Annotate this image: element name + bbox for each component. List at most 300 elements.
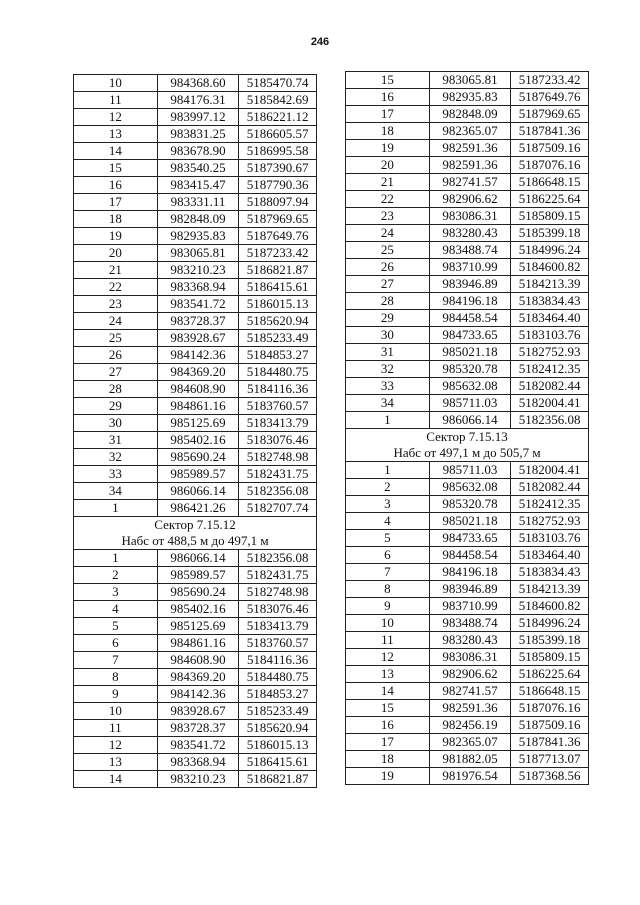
coordinate-row bbox=[346, 496, 589, 513]
point-number: 33 bbox=[346, 378, 430, 395]
coordinate-row bbox=[346, 378, 589, 395]
x-coordinate: 986066.14 bbox=[157, 483, 239, 500]
point-number: 5 bbox=[346, 530, 430, 547]
x-coordinate: 983997.12 bbox=[157, 109, 239, 126]
y-coordinate: 5186015.13 bbox=[239, 737, 317, 754]
point-number: 32 bbox=[74, 449, 158, 466]
sector-range-row bbox=[346, 445, 589, 462]
point-number: 33 bbox=[74, 466, 158, 483]
coordinate-row bbox=[74, 703, 317, 720]
x-coordinate: 983086.31 bbox=[429, 208, 511, 225]
x-coordinate: 985402.16 bbox=[157, 601, 239, 618]
coordinate-row bbox=[346, 649, 589, 666]
point-number: 10 bbox=[74, 75, 158, 92]
point-number: 16 bbox=[346, 717, 430, 734]
x-coordinate: 983280.43 bbox=[429, 632, 511, 649]
y-coordinate: 5186415.61 bbox=[239, 279, 317, 296]
point-number: 32 bbox=[346, 361, 430, 378]
sector-title: Сектор 7.15.12 bbox=[74, 517, 317, 534]
x-coordinate: 983415.47 bbox=[157, 177, 239, 194]
sector-title-row bbox=[346, 429, 589, 446]
coordinate-row bbox=[346, 106, 589, 123]
y-coordinate: 5183464.40 bbox=[511, 547, 589, 564]
x-coordinate: 983728.37 bbox=[157, 720, 239, 737]
y-coordinate: 5185470.74 bbox=[239, 75, 317, 92]
x-coordinate: 983368.94 bbox=[157, 279, 239, 296]
point-number: 18 bbox=[74, 211, 158, 228]
x-coordinate: 982591.36 bbox=[429, 700, 511, 717]
y-coordinate: 5187649.76 bbox=[239, 228, 317, 245]
x-coordinate: 982591.36 bbox=[429, 157, 511, 174]
coordinate-row bbox=[74, 771, 317, 788]
coordinate-row bbox=[74, 754, 317, 771]
y-coordinate: 5183103.76 bbox=[511, 327, 589, 344]
point-number: 19 bbox=[346, 140, 430, 157]
point-number: 31 bbox=[346, 344, 430, 361]
point-number: 3 bbox=[74, 584, 158, 601]
y-coordinate: 5184213.39 bbox=[511, 581, 589, 598]
x-coordinate: 983710.99 bbox=[429, 598, 511, 615]
point-number: 2 bbox=[346, 479, 430, 496]
coordinate-row bbox=[346, 293, 589, 310]
y-coordinate: 5187509.16 bbox=[511, 717, 589, 734]
y-coordinate: 5186605.57 bbox=[239, 126, 317, 143]
coordinate-row bbox=[346, 344, 589, 361]
coordinate-row bbox=[74, 143, 317, 160]
coordinate-row bbox=[74, 686, 317, 703]
coordinate-row bbox=[74, 313, 317, 330]
y-coordinate: 5187509.16 bbox=[511, 140, 589, 157]
left-coordinate-column bbox=[73, 74, 317, 788]
y-coordinate: 5186821.87 bbox=[239, 771, 317, 788]
point-number: 23 bbox=[74, 296, 158, 313]
x-coordinate: 983946.89 bbox=[429, 276, 511, 293]
x-coordinate: 985402.16 bbox=[157, 432, 239, 449]
y-coordinate: 5187790.36 bbox=[239, 177, 317, 194]
coordinate-row bbox=[74, 330, 317, 347]
y-coordinate: 5185809.15 bbox=[511, 649, 589, 666]
y-coordinate: 5184116.36 bbox=[239, 652, 317, 669]
x-coordinate: 982456.19 bbox=[429, 717, 511, 734]
right-coordinate-table bbox=[345, 71, 589, 785]
left-coordinate-table bbox=[73, 74, 317, 788]
x-coordinate: 985711.03 bbox=[429, 462, 511, 479]
point-number: 4 bbox=[346, 513, 430, 530]
x-coordinate: 982935.83 bbox=[157, 228, 239, 245]
x-coordinate: 983946.89 bbox=[429, 581, 511, 598]
x-coordinate: 983831.25 bbox=[157, 126, 239, 143]
y-coordinate: 5186015.13 bbox=[239, 296, 317, 313]
y-coordinate: 5184600.82 bbox=[511, 598, 589, 615]
coordinate-row bbox=[74, 567, 317, 584]
y-coordinate: 5182004.41 bbox=[511, 395, 589, 412]
y-coordinate: 5185620.94 bbox=[239, 720, 317, 737]
y-coordinate: 5184600.82 bbox=[511, 259, 589, 276]
point-number: 9 bbox=[346, 598, 430, 615]
point-number: 15 bbox=[346, 700, 430, 717]
y-coordinate: 5182431.75 bbox=[239, 567, 317, 584]
x-coordinate: 983331.11 bbox=[157, 194, 239, 211]
coordinate-row bbox=[346, 412, 589, 429]
point-number: 27 bbox=[74, 364, 158, 381]
y-coordinate: 5188097.94 bbox=[239, 194, 317, 211]
coordinate-row bbox=[346, 479, 589, 496]
x-coordinate: 982848.09 bbox=[429, 106, 511, 123]
x-coordinate: 982935.83 bbox=[429, 89, 511, 106]
coordinate-row bbox=[74, 432, 317, 449]
coordinate-row bbox=[346, 123, 589, 140]
x-coordinate: 982365.07 bbox=[429, 734, 511, 751]
coordinate-row bbox=[74, 262, 317, 279]
point-number: 22 bbox=[74, 279, 158, 296]
y-coordinate: 5185399.18 bbox=[511, 632, 589, 649]
x-coordinate: 983678.90 bbox=[157, 143, 239, 160]
point-number: 18 bbox=[346, 751, 430, 768]
point-number: 12 bbox=[74, 737, 158, 754]
x-coordinate: 985125.69 bbox=[157, 618, 239, 635]
point-number: 1 bbox=[346, 462, 430, 479]
x-coordinate: 985320.78 bbox=[429, 496, 511, 513]
coordinate-row bbox=[346, 581, 589, 598]
y-coordinate: 5186995.58 bbox=[239, 143, 317, 160]
point-number: 29 bbox=[74, 398, 158, 415]
coordinate-row bbox=[346, 564, 589, 581]
y-coordinate: 5182356.08 bbox=[239, 483, 317, 500]
coordinate-row bbox=[346, 327, 589, 344]
x-coordinate: 983210.23 bbox=[157, 262, 239, 279]
y-coordinate: 5187713.07 bbox=[511, 751, 589, 768]
x-coordinate: 981882.05 bbox=[429, 751, 511, 768]
point-number: 11 bbox=[74, 92, 158, 109]
coordinate-row bbox=[74, 398, 317, 415]
point-number: 30 bbox=[74, 415, 158, 432]
coordinate-row bbox=[74, 635, 317, 652]
x-coordinate: 983728.37 bbox=[157, 313, 239, 330]
y-coordinate: 5182752.93 bbox=[511, 344, 589, 361]
point-number: 15 bbox=[74, 160, 158, 177]
point-number: 28 bbox=[74, 381, 158, 398]
y-coordinate: 5183760.57 bbox=[239, 398, 317, 415]
y-coordinate: 5186225.64 bbox=[511, 666, 589, 683]
x-coordinate: 982741.57 bbox=[429, 683, 511, 700]
y-coordinate: 5187233.42 bbox=[239, 245, 317, 262]
point-number: 27 bbox=[346, 276, 430, 293]
x-coordinate: 982741.57 bbox=[429, 174, 511, 191]
x-coordinate: 984861.16 bbox=[157, 635, 239, 652]
coordinate-row bbox=[74, 126, 317, 143]
point-number: 14 bbox=[74, 143, 158, 160]
coordinate-row bbox=[74, 160, 317, 177]
y-coordinate: 5182752.93 bbox=[511, 513, 589, 530]
point-number: 22 bbox=[346, 191, 430, 208]
y-coordinate: 5184996.24 bbox=[511, 615, 589, 632]
x-coordinate: 983540.25 bbox=[157, 160, 239, 177]
x-coordinate: 985021.18 bbox=[429, 513, 511, 530]
x-coordinate: 983065.81 bbox=[429, 72, 511, 89]
y-coordinate: 5187649.76 bbox=[511, 89, 589, 106]
coordinate-row bbox=[346, 89, 589, 106]
y-coordinate: 5186648.15 bbox=[511, 174, 589, 191]
sector-height-range: Набс от 488,5 м до 497,1 м bbox=[74, 533, 317, 550]
x-coordinate: 982906.62 bbox=[429, 666, 511, 683]
coordinate-row bbox=[346, 242, 589, 259]
x-coordinate: 984196.18 bbox=[429, 564, 511, 581]
x-coordinate: 984196.18 bbox=[429, 293, 511, 310]
coordinate-row bbox=[346, 547, 589, 564]
x-coordinate: 986066.14 bbox=[429, 412, 511, 429]
x-coordinate: 984369.20 bbox=[157, 364, 239, 381]
y-coordinate: 5182004.41 bbox=[511, 462, 589, 479]
y-coordinate: 5184480.75 bbox=[239, 669, 317, 686]
point-number: 3 bbox=[346, 496, 430, 513]
x-coordinate: 983488.74 bbox=[429, 242, 511, 259]
coordinate-row bbox=[346, 700, 589, 717]
right-table-body bbox=[346, 72, 589, 785]
point-number: 13 bbox=[346, 666, 430, 683]
left-table-body bbox=[74, 75, 317, 788]
y-coordinate: 5186225.64 bbox=[511, 191, 589, 208]
point-number: 8 bbox=[74, 669, 158, 686]
point-number: 2 bbox=[74, 567, 158, 584]
point-number: 10 bbox=[74, 703, 158, 720]
x-coordinate: 983086.31 bbox=[429, 649, 511, 666]
coordinate-row bbox=[346, 361, 589, 378]
coordinate-row bbox=[74, 211, 317, 228]
y-coordinate: 5183103.76 bbox=[511, 530, 589, 547]
y-coordinate: 5184853.27 bbox=[239, 347, 317, 364]
coordinate-row bbox=[346, 513, 589, 530]
y-coordinate: 5182356.08 bbox=[511, 412, 589, 429]
x-coordinate: 984142.36 bbox=[157, 686, 239, 703]
point-number: 19 bbox=[74, 228, 158, 245]
y-coordinate: 5186821.87 bbox=[239, 262, 317, 279]
coordinate-row bbox=[74, 194, 317, 211]
coordinate-row bbox=[74, 109, 317, 126]
x-coordinate: 983065.81 bbox=[157, 245, 239, 262]
y-coordinate: 5182412.35 bbox=[511, 361, 589, 378]
coordinate-row bbox=[346, 598, 589, 615]
x-coordinate: 985989.57 bbox=[157, 567, 239, 584]
y-coordinate: 5187969.65 bbox=[511, 106, 589, 123]
point-number: 10 bbox=[346, 615, 430, 632]
x-coordinate: 983541.72 bbox=[157, 296, 239, 313]
coordinate-row bbox=[346, 208, 589, 225]
x-coordinate: 985690.24 bbox=[157, 449, 239, 466]
y-coordinate: 5186648.15 bbox=[511, 683, 589, 700]
point-number: 8 bbox=[346, 581, 430, 598]
coordinate-row bbox=[74, 364, 317, 381]
coordinate-row bbox=[74, 245, 317, 262]
y-coordinate: 5182356.08 bbox=[239, 550, 317, 567]
point-number: 7 bbox=[346, 564, 430, 581]
point-number: 25 bbox=[74, 330, 158, 347]
y-coordinate: 5183834.43 bbox=[511, 293, 589, 310]
y-coordinate: 5187841.36 bbox=[511, 734, 589, 751]
y-coordinate: 5185620.94 bbox=[239, 313, 317, 330]
x-coordinate: 984608.90 bbox=[157, 381, 239, 398]
point-number: 13 bbox=[74, 126, 158, 143]
x-coordinate: 986066.14 bbox=[157, 550, 239, 567]
x-coordinate: 984176.31 bbox=[157, 92, 239, 109]
coordinate-row bbox=[346, 174, 589, 191]
y-coordinate: 5185233.49 bbox=[239, 330, 317, 347]
sector-title-row bbox=[74, 517, 317, 534]
sector-height-range: Набс от 497,1 м до 505,7 м bbox=[346, 445, 589, 462]
point-number: 11 bbox=[74, 720, 158, 737]
coordinate-row bbox=[346, 259, 589, 276]
coordinate-row bbox=[74, 177, 317, 194]
coordinate-row bbox=[74, 652, 317, 669]
point-number: 17 bbox=[74, 194, 158, 211]
point-number: 26 bbox=[346, 259, 430, 276]
x-coordinate: 984458.54 bbox=[429, 547, 511, 564]
y-coordinate: 5183760.57 bbox=[239, 635, 317, 652]
x-coordinate: 984369.20 bbox=[157, 669, 239, 686]
y-coordinate: 5184853.27 bbox=[239, 686, 317, 703]
point-number: 21 bbox=[74, 262, 158, 279]
coordinate-row bbox=[74, 75, 317, 92]
point-number: 28 bbox=[346, 293, 430, 310]
x-coordinate: 983488.74 bbox=[429, 615, 511, 632]
coordinate-row bbox=[346, 768, 589, 785]
coordinate-row bbox=[74, 500, 317, 517]
point-number: 15 bbox=[346, 72, 430, 89]
coordinate-row bbox=[74, 584, 317, 601]
x-coordinate: 983280.43 bbox=[429, 225, 511, 242]
sector-range-row bbox=[74, 533, 317, 550]
coordinate-row bbox=[74, 483, 317, 500]
x-coordinate: 982848.09 bbox=[157, 211, 239, 228]
coordinate-row bbox=[74, 381, 317, 398]
coordinate-row bbox=[74, 415, 317, 432]
coordinate-row bbox=[74, 618, 317, 635]
coordinate-row bbox=[74, 228, 317, 245]
page-number: 246 bbox=[310, 36, 330, 48]
y-coordinate: 5187368.56 bbox=[511, 768, 589, 785]
coordinate-row bbox=[346, 751, 589, 768]
x-coordinate: 985632.08 bbox=[429, 479, 511, 496]
point-number: 16 bbox=[74, 177, 158, 194]
point-number: 14 bbox=[74, 771, 158, 788]
point-number: 17 bbox=[346, 734, 430, 751]
point-number: 6 bbox=[74, 635, 158, 652]
sector-title: Сектор 7.15.13 bbox=[346, 429, 589, 446]
point-number: 25 bbox=[346, 242, 430, 259]
point-number: 6 bbox=[346, 547, 430, 564]
y-coordinate: 5186221.12 bbox=[239, 109, 317, 126]
y-coordinate: 5183413.79 bbox=[239, 415, 317, 432]
point-number: 1 bbox=[74, 500, 158, 517]
y-coordinate: 5187233.42 bbox=[511, 72, 589, 89]
point-number: 21 bbox=[346, 174, 430, 191]
x-coordinate: 982365.07 bbox=[429, 123, 511, 140]
point-number: 4 bbox=[74, 601, 158, 618]
coordinate-row bbox=[74, 449, 317, 466]
coordinate-row bbox=[74, 720, 317, 737]
y-coordinate: 5182748.98 bbox=[239, 584, 317, 601]
coordinate-row bbox=[346, 632, 589, 649]
point-number: 24 bbox=[74, 313, 158, 330]
coordinate-row bbox=[74, 347, 317, 364]
coordinate-row bbox=[74, 669, 317, 686]
x-coordinate: 984733.65 bbox=[429, 327, 511, 344]
point-number: 34 bbox=[346, 395, 430, 412]
x-coordinate: 985989.57 bbox=[157, 466, 239, 483]
x-coordinate: 985632.08 bbox=[429, 378, 511, 395]
y-coordinate: 5187841.36 bbox=[511, 123, 589, 140]
y-coordinate: 5185842.69 bbox=[239, 92, 317, 109]
x-coordinate: 984368.60 bbox=[157, 75, 239, 92]
y-coordinate: 5183076.46 bbox=[239, 432, 317, 449]
x-coordinate: 981976.54 bbox=[429, 768, 511, 785]
point-number: 26 bbox=[74, 347, 158, 364]
y-coordinate: 5187076.16 bbox=[511, 700, 589, 717]
point-number: 23 bbox=[346, 208, 430, 225]
point-number: 30 bbox=[346, 327, 430, 344]
coordinate-row bbox=[346, 530, 589, 547]
coordinate-row bbox=[74, 466, 317, 483]
y-coordinate: 5187969.65 bbox=[239, 211, 317, 228]
y-coordinate: 5182748.98 bbox=[239, 449, 317, 466]
y-coordinate: 5183413.79 bbox=[239, 618, 317, 635]
coordinate-row bbox=[346, 310, 589, 327]
coordinate-row bbox=[346, 72, 589, 89]
y-coordinate: 5183076.46 bbox=[239, 601, 317, 618]
coordinate-row bbox=[74, 601, 317, 618]
coordinate-row bbox=[346, 140, 589, 157]
coordinate-row bbox=[346, 462, 589, 479]
x-coordinate: 985021.18 bbox=[429, 344, 511, 361]
y-coordinate: 5182707.74 bbox=[239, 500, 317, 517]
x-coordinate: 986421.26 bbox=[157, 500, 239, 517]
y-coordinate: 5185809.15 bbox=[511, 208, 589, 225]
x-coordinate: 985320.78 bbox=[429, 361, 511, 378]
coordinate-row bbox=[346, 683, 589, 700]
coordinate-row bbox=[346, 191, 589, 208]
x-coordinate: 983710.99 bbox=[429, 259, 511, 276]
x-coordinate: 983210.23 bbox=[157, 771, 239, 788]
x-coordinate: 984142.36 bbox=[157, 347, 239, 364]
point-number: 18 bbox=[346, 123, 430, 140]
coordinate-row bbox=[74, 296, 317, 313]
x-coordinate: 983928.67 bbox=[157, 330, 239, 347]
x-coordinate: 983368.94 bbox=[157, 754, 239, 771]
y-coordinate: 5185399.18 bbox=[511, 225, 589, 242]
coordinate-row bbox=[346, 615, 589, 632]
coordinate-row bbox=[346, 395, 589, 412]
y-coordinate: 5184213.39 bbox=[511, 276, 589, 293]
y-coordinate: 5184116.36 bbox=[239, 381, 317, 398]
point-number: 20 bbox=[346, 157, 430, 174]
y-coordinate: 5184996.24 bbox=[511, 242, 589, 259]
x-coordinate: 983541.72 bbox=[157, 737, 239, 754]
y-coordinate: 5184480.75 bbox=[239, 364, 317, 381]
point-number: 12 bbox=[346, 649, 430, 666]
point-number: 5 bbox=[74, 618, 158, 635]
point-number: 12 bbox=[74, 109, 158, 126]
point-number: 24 bbox=[346, 225, 430, 242]
coordinate-row bbox=[74, 92, 317, 109]
point-number: 17 bbox=[346, 106, 430, 123]
x-coordinate: 984608.90 bbox=[157, 652, 239, 669]
point-number: 1 bbox=[346, 412, 430, 429]
point-number: 7 bbox=[74, 652, 158, 669]
point-number: 31 bbox=[74, 432, 158, 449]
coordinate-row bbox=[74, 279, 317, 296]
point-number: 19 bbox=[346, 768, 430, 785]
y-coordinate: 5183834.43 bbox=[511, 564, 589, 581]
x-coordinate: 983928.67 bbox=[157, 703, 239, 720]
